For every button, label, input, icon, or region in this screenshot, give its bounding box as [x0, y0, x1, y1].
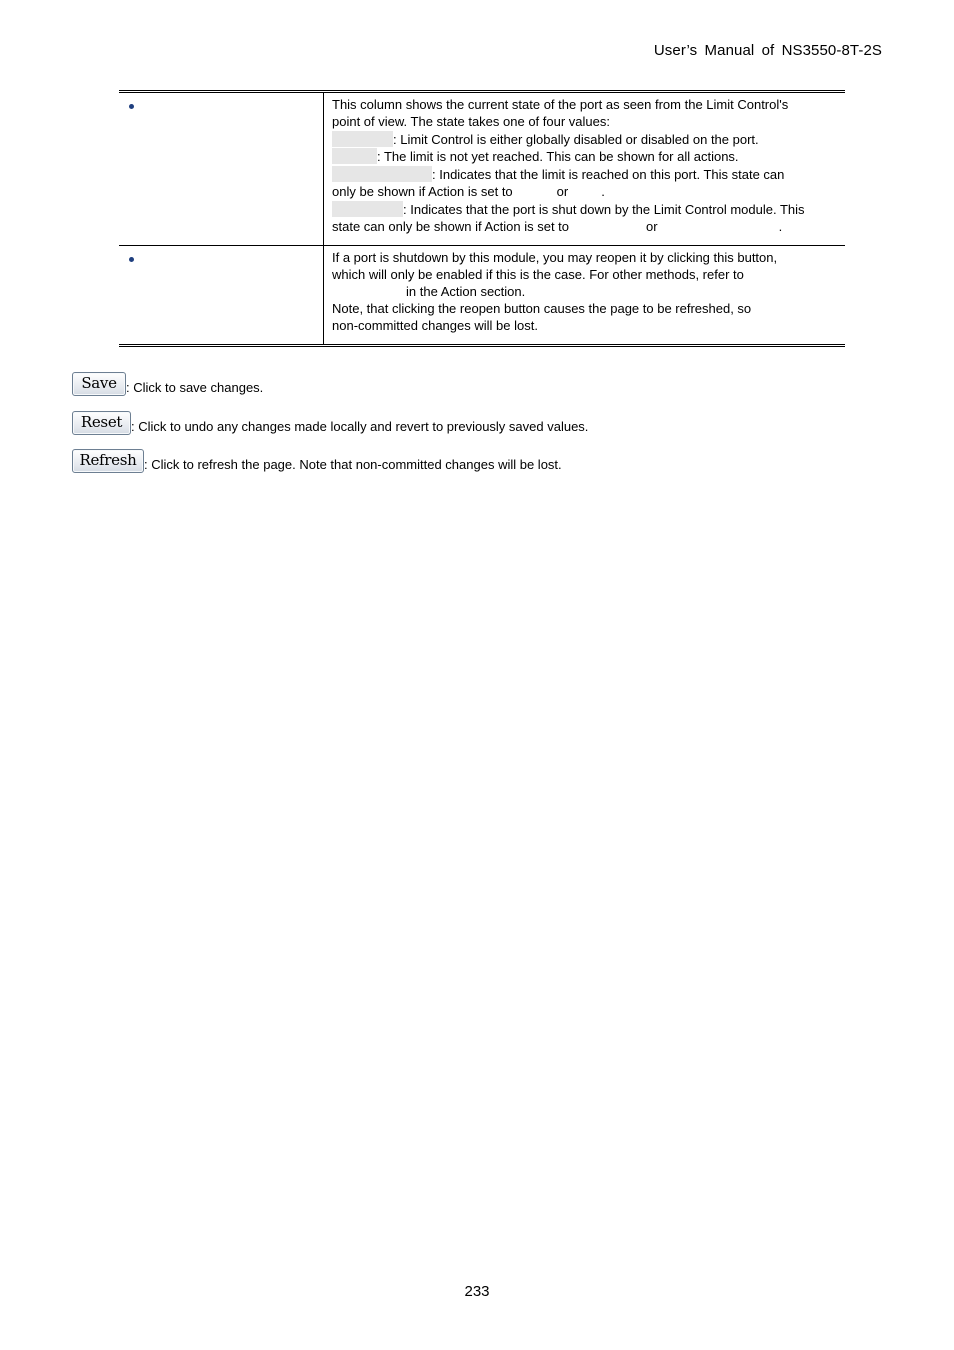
save-description-text: : Click to save changes. — [126, 380, 264, 395]
desc-line: point of view. The state takes one of four values: — [332, 113, 610, 129]
reset-button[interactable]: Reset — [72, 411, 131, 435]
refresh-button[interactable]: Refresh — [72, 449, 144, 473]
table-row — [119, 246, 845, 346]
description-cell — [324, 246, 846, 346]
reset-description-text: : Click to undo any changes made locally and revert to previously saved values. — [131, 419, 589, 434]
desc-line: If a port is shutdown by this module, you may reopen it by clicking this button, — [332, 250, 778, 266]
desc-line: : The limit is not yet reached. This can be shown for all actions. — [332, 148, 839, 166]
desc-line: : Limit Control is either globally disabled or disabled on the port. — [332, 131, 839, 149]
value-highlight — [332, 166, 432, 182]
bullet-icon — [129, 104, 134, 109]
parameter-cell — [119, 92, 324, 246]
save-description — [72, 372, 263, 396]
desc-line: non-committed changes will be lost. — [332, 317, 538, 333]
manual-header: User’s Manual of NS3550-8T-2S — [653, 42, 882, 59]
desc-line: : Indicates that the port is shut down by the Limit Control module. This — [332, 201, 839, 219]
refresh-description — [72, 449, 562, 473]
save-button[interactable]: Save — [72, 372, 126, 396]
value-highlight — [332, 148, 377, 164]
parameter-description-table — [119, 90, 845, 347]
desc-line: only be shown if Action is set to or . — [332, 183, 605, 199]
desc-line: which will only be enabled if this is the case. For other methods, refer to — [332, 267, 744, 283]
value-highlight — [332, 201, 403, 217]
desc-line: This column shows the current state of the port as seen from the Limit Control's — [332, 97, 789, 112]
desc-line: : Indicates that the limit is reached on this port. This state can — [332, 166, 839, 184]
desc-line: in the Action section. — [406, 283, 526, 299]
page-number: 233 — [464, 1283, 490, 1300]
parameter-cell — [119, 246, 324, 346]
table-row — [119, 92, 845, 246]
refresh-description-text: : Click to refresh the page. Note that non-committed changes will be lost. — [144, 457, 562, 472]
description-cell — [324, 92, 846, 246]
value-highlight — [332, 131, 393, 147]
bullet-icon — [129, 257, 134, 262]
desc-line: state can only be shown if Action is set to or . — [332, 218, 783, 234]
desc-line: Note, that clicking the reopen button causes the page to be refreshed, so — [332, 300, 752, 316]
reset-description — [72, 411, 588, 435]
